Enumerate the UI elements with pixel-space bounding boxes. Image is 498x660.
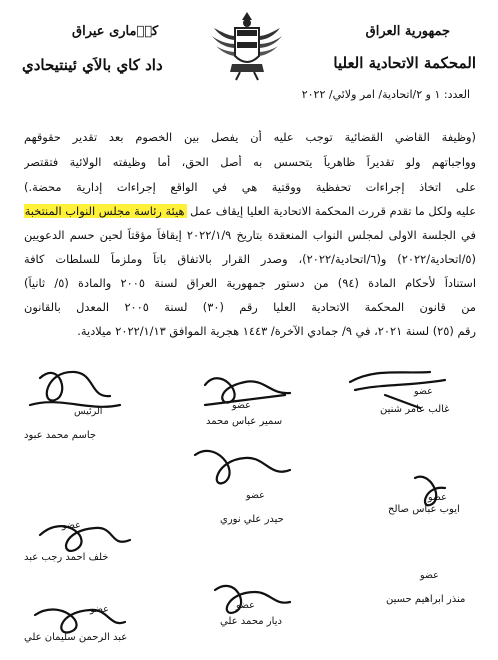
header-court-ar: المحكمة الاتحادية العليا	[333, 54, 476, 72]
body-line-3: على اتخاذ إجراءات تحفظية ووقتية هي في الواقع إجراءات إدارية محضة.)	[24, 180, 476, 194]
signatory-5-role: عضو	[428, 492, 447, 503]
body-line-6: (٥/اتحادية/٢٠٢٢) و(٦/اتحادية/٢٠٢٢)، وصدر القرار بالاتفاق باتاً وملزماً للسلطات كافة	[24, 252, 476, 266]
decision-text: عليه ولكل ما تقدم قررت المحكمة الاتحادية العليا إيقاف عمل	[190, 204, 476, 218]
signatory-8-name: عبد الرحمن سليمان علي	[24, 632, 128, 643]
signatory-8-role: عضو	[90, 604, 109, 615]
signatory-3-name: غالب عامر شنين	[380, 404, 450, 415]
body-line-7: استناداً لأحكام المادة (٩٤) من دستور جمهورية العراق لسنة ٢٠٠٥ والمادة (٥/ ثانياً)	[24, 276, 476, 290]
signature-abdulrahman	[35, 609, 125, 632]
iraq-eagle-emblem-icon	[206, 6, 288, 88]
signatory-4-role: عضو	[246, 490, 265, 501]
signature-president	[30, 372, 120, 407]
body-line-5: في الجلسة الاولى لمجلس النواب المنعقدة بتاريخ ٢٠٢٢/١/٩ إيقافاً مؤقتاً لحين حسم الدعويين	[24, 228, 476, 242]
body-line-9: رقم (٢٥) لسنة ٢٠٢١، في ٩/ جمادي الآخرة/ ١٤٤٣ هجرية الموافق ٢٠٢٢/١/١٣ ميلادية.	[77, 324, 476, 338]
body-line-1: (وظيفة القاضي القضائية توجب عليه أن يفصل بين الخصوم بعد تقدير حقوقهم	[24, 130, 476, 144]
signatory-7-name: ديار محمد علي	[220, 616, 282, 627]
header-court-ku: داد كاي بالاَي ئينتيحادي	[22, 56, 163, 74]
signatory-1-name: جاسم محمد عبود	[24, 430, 97, 441]
case-number: العدد: ١ و ٢/اتحادية/ امر ولائي/ ٢٠٢٢	[301, 88, 470, 101]
signature-khalaf	[40, 526, 130, 551]
header-country-ku: كو٘مارى عيراق	[72, 24, 159, 39]
signatory-3-role: عضو	[414, 386, 433, 397]
signatory-7-role: عضو	[236, 600, 255, 611]
signatory-2-name: سمير عباس محمد	[206, 416, 283, 427]
signatory-5-name: ايوب عباس صالح	[388, 504, 460, 515]
signatory-9-name: منذر ابراهيم حسين	[386, 594, 466, 605]
header-country-ar: جمهورية العراق	[365, 24, 450, 39]
highlighted-phrase: هيئة رئاسة مجلس النواب المنتخبة	[24, 204, 185, 218]
signatory-4-name: حيدر علي نوري	[220, 514, 284, 525]
body-line-4	[24, 204, 476, 218]
body-line-8: من قانون المحكمة الاتحادية العليا رقم (٣٠) لسنة ٢٠٠٥ المعدل بالقانون	[24, 300, 476, 314]
signatory-6-role: عضو	[62, 520, 81, 531]
signatory-2-role: عضو	[232, 400, 251, 411]
signature-haidar	[195, 451, 290, 483]
signatory-6-name: خلف احمد رجب عبد	[24, 552, 109, 563]
signatory-9-role: عضو	[420, 570, 439, 581]
body-line-2: وواجباتهم ولو تقديراً ظاهرياً يتحسس به أصل الحق، أما وظيفته الولائية فتقتصر	[24, 155, 476, 169]
signatory-1-role: الرئيس	[74, 406, 103, 417]
